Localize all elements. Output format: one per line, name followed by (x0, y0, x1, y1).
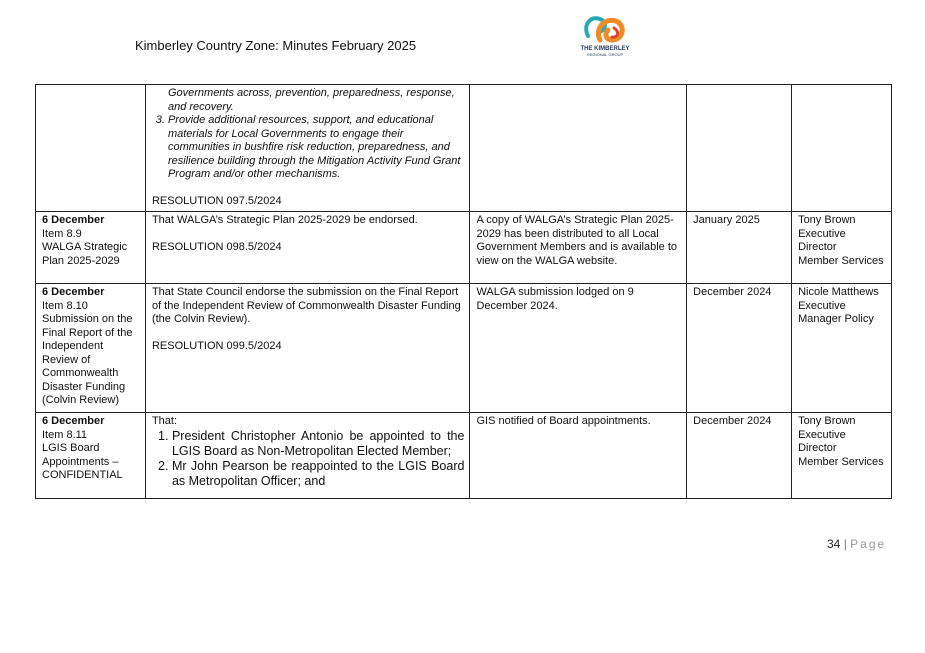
responsible-name: Tony Brown (798, 415, 856, 427)
update-text: A copy of WALGA’s Strategic Plan 2025-2029 has been distributed to all Local Government Members and is available to view on the WALGA website. (476, 214, 677, 267)
decision-cell (145, 85, 470, 212)
decision-cell (145, 284, 470, 413)
item-number: Item 8.10 (42, 299, 88, 312)
responsible-cell (792, 212, 892, 284)
update-text: GIS notified of Board appointments. (476, 415, 651, 427)
responsible-cell (792, 284, 892, 413)
list-item: 2. Mr John Pearson be reappointed to the LGIS Board as Metropolitan Officer; and (172, 459, 465, 489)
table-row (36, 85, 892, 212)
responsible-unit: Manager Policy (798, 313, 874, 325)
meeting-date: 6 December (42, 214, 105, 226)
page-word: Page (850, 537, 887, 551)
timeline-text: December 2024 (693, 286, 772, 298)
logo-text: THE KIMBERLEY (580, 46, 630, 52)
timeline-text: January 2025 (693, 214, 760, 226)
decision-cell (145, 212, 470, 284)
list-item: 1. President Christopher Antonio be appointed to the LGIS Board as Non-Metropolitan Elected Member; (172, 429, 465, 459)
decision-cell (145, 413, 470, 499)
responsible-title: Executive Director (798, 227, 846, 253)
resolution-number: RESOLUTION 097.5/2024 (151, 194, 282, 207)
page-number: 34 (827, 537, 841, 551)
meeting-date: 6 December (42, 286, 105, 298)
decision-text: That State Council endorse the submission on the Final Report of the Independent Review of Commonwealth Disaster Funding (the Colvin Review). (151, 286, 461, 325)
timeline-cell (687, 284, 792, 413)
responsible-unit: Member Services (798, 254, 884, 267)
page-number-footer (827, 537, 886, 551)
resolution-number: RESOLUTION 098.5/2024 (151, 240, 282, 253)
list-item: 3. Provide additional resources, support, and educational materials for Local Governments to engage their communities in bushfire risk reduction, preparedness, and resilience building through the Mitigation Activity Fund Grant Program and/or other mechanisms. (168, 114, 465, 182)
decision-text: That WALGA’s Strategic Plan 2025-2029 be endorsed. (151, 214, 418, 226)
logo-subtext: REGIONAL GROUP (586, 52, 624, 57)
responsible-name: Tony Brown (798, 214, 856, 226)
kimberley-logo-icon (578, 10, 632, 68)
item-number: Item 8.11 (42, 428, 88, 441)
page-separator: | (843, 537, 847, 551)
table-row (36, 413, 892, 499)
decision-continued-text: Governments across, prevention, preparedness, response, and recovery. (167, 87, 455, 113)
table-row (36, 284, 892, 413)
meeting-cell (36, 212, 146, 284)
timeline-text: December 2024 (693, 415, 772, 427)
responsible-title: Executive (798, 299, 846, 312)
resolution-number: RESOLUTION 099.5/2024 (151, 339, 282, 352)
update-cell (470, 413, 687, 499)
item-title: LGIS Board Appointments – CONFIDENTIAL (42, 442, 123, 481)
decision-list (152, 429, 465, 489)
item-title: Submission on the Final Report of the Independent Review of Commonwealth Disaster Funding (Colvin Review) (42, 313, 133, 406)
update-cell (470, 85, 687, 212)
decision-text: That: (151, 415, 178, 427)
timeline-cell (687, 212, 792, 284)
update-text: WALGA submission lodged on 9 December 2024. (476, 286, 634, 312)
item-title: WALGA Strategic Plan 2025-2029 (42, 241, 128, 267)
minutes-table (35, 84, 892, 499)
responsible-cell (792, 85, 892, 212)
update-cell (470, 284, 687, 413)
timeline-cell (687, 85, 792, 212)
document-title: Kimberley Country Zone: Minutes February 2025 (135, 38, 417, 53)
logo-wordmark (579, 46, 631, 58)
meeting-cell (36, 413, 146, 499)
meeting-date: 6 December (42, 415, 105, 427)
item-number: Item 8.9 (42, 227, 82, 240)
decision-list (152, 114, 465, 182)
responsible-title: Executive Director (798, 428, 846, 454)
responsible-name: Nicole Matthews (798, 286, 879, 298)
meeting-cell (36, 85, 146, 212)
timeline-cell (687, 413, 792, 499)
update-cell (470, 212, 687, 284)
responsible-cell (792, 413, 892, 499)
table-row (36, 212, 892, 284)
meeting-cell (36, 284, 146, 413)
responsible-unit: Member Services (798, 455, 884, 468)
